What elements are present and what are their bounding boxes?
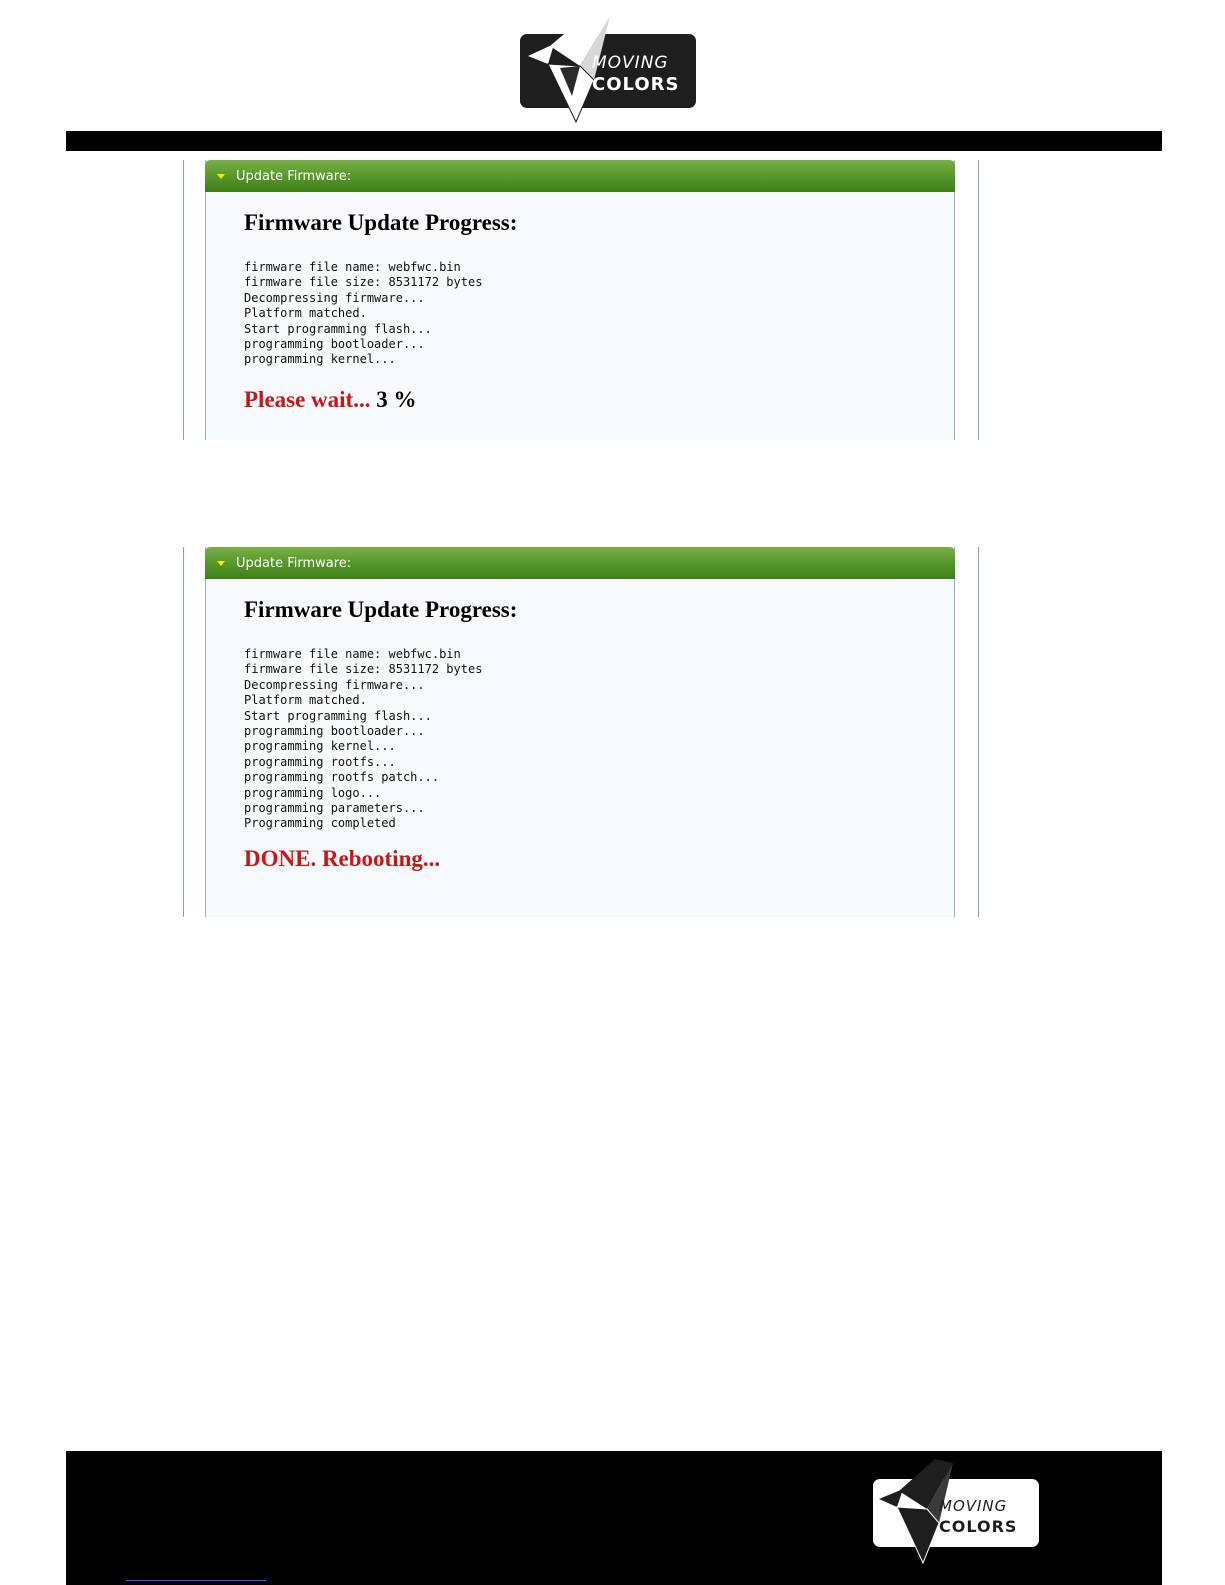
- status-text: DONE. Rebooting...: [244, 846, 441, 871]
- progress-title: Firmware Update Progress:: [244, 597, 518, 622]
- status-line: [244, 846, 440, 872]
- collapse-arrow-icon[interactable]: [217, 174, 225, 179]
- firmware-screenshot-done: [183, 547, 979, 917]
- svg-text:MOVING: MOVING: [592, 53, 669, 73]
- log-line: Programming completed: [244, 816, 396, 831]
- log-line: programming kernel...: [244, 352, 396, 367]
- svg-text:MOVING: MOVING: [939, 1497, 1008, 1515]
- update-firmware-panel: [205, 160, 955, 440]
- log-line: Start programming flash...: [244, 321, 432, 336]
- footer-black-bar: [66, 1451, 1162, 1585]
- panel-header-title: Update Firmware:: [236, 555, 352, 571]
- panel-header[interactable]: [205, 160, 955, 192]
- svg-text:COLORS: COLORS: [592, 74, 680, 95]
- log-line: programming logo...: [244, 785, 382, 800]
- panel-header[interactable]: [205, 547, 955, 579]
- log-line: firmware file size: 8531172 bytes: [244, 662, 483, 677]
- log-line: programming parameters...: [244, 801, 425, 816]
- svg-text:COLORS: COLORS: [939, 1517, 1018, 1536]
- log-line: firmware file name: webfwc.bin: [244, 260, 461, 274]
- firmware-screenshot-progress: [183, 160, 979, 440]
- panel-header-title: Update Firmware:: [236, 168, 352, 184]
- log-line: Decompressing firmware...: [244, 677, 425, 692]
- log-line: firmware file name: webfwc.bin: [244, 647, 461, 661]
- log-line: Decompressing firmware...: [244, 290, 425, 305]
- moving-colors-logo: [873, 1459, 1041, 1569]
- collapse-arrow-icon[interactable]: [217, 561, 225, 566]
- status-percent: 3 %: [376, 387, 417, 412]
- log-line: Platform matched.: [244, 306, 367, 321]
- log-line: programming rootfs...: [244, 754, 396, 769]
- progress-log: [244, 647, 482, 832]
- moving-colors-logo: [520, 10, 706, 125]
- footer-link-underline: [126, 1580, 266, 1581]
- status-line: [244, 387, 416, 413]
- log-line: Platform matched.: [244, 693, 367, 708]
- log-line: firmware file size: 8531172 bytes: [244, 275, 483, 290]
- status-text: Please wait...: [244, 387, 371, 412]
- progress-log: [244, 260, 482, 368]
- log-line: programming bootloader...: [244, 337, 425, 352]
- header-black-bar: [66, 131, 1162, 151]
- log-line: programming rootfs patch...: [244, 770, 440, 785]
- update-firmware-panel: [205, 547, 955, 917]
- progress-title: Firmware Update Progress:: [244, 210, 518, 235]
- log-line: programming bootloader...: [244, 724, 425, 739]
- log-line: Start programming flash...: [244, 708, 432, 723]
- log-line: programming kernel...: [244, 739, 396, 754]
